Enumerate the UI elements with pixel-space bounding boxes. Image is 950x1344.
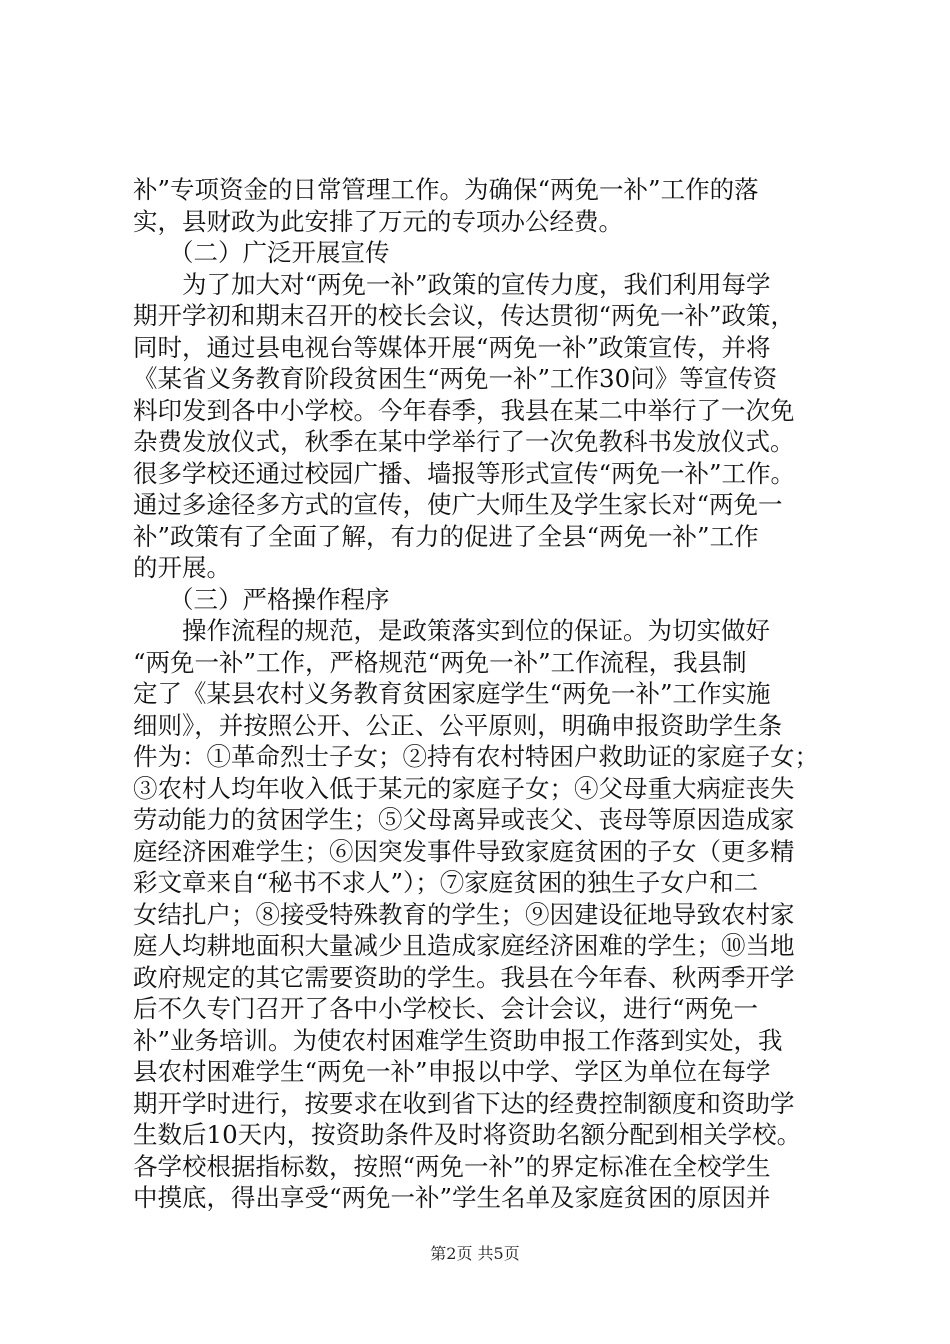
text-line: 料印发到各中小学校。今年春季，我县在某二中举行了一次免 xyxy=(133,395,795,425)
text-line: 庭人均耕地面积大量减少且造成家庭经济困难的学生；⑩当地 xyxy=(133,931,795,960)
text-line: 同时，通过县电视台等媒体开展“两免一补”政策宣传，并将 xyxy=(133,332,771,362)
document-body xyxy=(133,174,823,1214)
text-line: ③农村人均年收入低于某元的家庭子女；④父母重大病症丧失 xyxy=(133,773,795,803)
text-line: 定了《某县农村义务教育贫困家庭学生“两免一补”工作实施 xyxy=(133,679,771,708)
page-number-footer: 第2页 共5页 xyxy=(430,1244,520,1263)
text-line: 件为：①革命烈士子女；②持有农村特困户救助证的家庭子女； xyxy=(133,742,819,771)
text-line: 女结扎户；⑧接受特殊教育的学生；⑨因建设征地导致农村家 xyxy=(133,899,795,929)
text-line: 庭经济困难学生；⑥因突发事件导致家庭贫困的子女（更多精 xyxy=(133,836,795,866)
text-line: 《某省义务教育阶段贫困生“两免一补”工作30问》等宣传资 xyxy=(133,364,778,393)
text-line: 很多学校还通过校园广播、墙报等形式宣传“两免一补”工作。 xyxy=(133,458,796,488)
text-line: 政府规定的其它需要资助的学生。我县在今年春、秋两季开学 xyxy=(133,962,795,992)
text-line: 劳动能力的贫困学生；⑤父母离异或丧父、丧母等原因造成家 xyxy=(133,805,795,834)
text-line: 补”业务培训。为使农村困难学生资助申报工作落到实处，我 xyxy=(133,1025,783,1055)
section-heading: （二）广泛开展宣传 xyxy=(169,238,390,267)
text-line: 补”政策有了全面了解，有力的促进了全县“两免一补”工作 xyxy=(133,521,759,551)
text-line: 细则》，并按照公开、公正、公平原则，明确申报资助学生条 xyxy=(133,710,783,740)
text-line: 各学校根据指标数，按照“两免一补”的界定标准在全校学生 xyxy=(133,1151,771,1181)
text-line: 实，县财政为此安排了万元的专项办公经费。 xyxy=(133,206,623,236)
text-line: 补”专项资金的日常管理工作。为确保“两免一补”工作的落 xyxy=(133,175,759,204)
text-line: 县农村困难学生“两免一补”申报以中学、学区为单位在每学 xyxy=(133,1057,771,1086)
text-line: 操作流程的规范，是政策落实到位的保证。为切实做好 xyxy=(182,616,770,645)
text-line: 中摸底，得出享受“两免一补”学生名单及家庭贫困的原因并 xyxy=(133,1183,771,1212)
text-line: 杂费发放仪式，秋季在某中学举行了一次免教科书发放仪式。 xyxy=(133,427,795,456)
text-line: 后不久专门召开了各中小学校长、会计会议，进行“两免一 xyxy=(133,994,759,1023)
text-line: 彩文章来自“秘书不求人”）；⑦家庭贫困的独生子女户和二 xyxy=(133,868,759,897)
text-line: 的开展。 xyxy=(133,553,231,582)
text-line: 期开学时进行，按要求在收到省下达的经费控制额度和资助学 xyxy=(133,1088,795,1118)
text-line: 生数后10天内，按资助条件及时将资助名额分配到相关学校。 xyxy=(133,1120,802,1149)
text-line: “两免一补”工作，严格规范“两免一补”工作流程，我县制 xyxy=(133,647,747,677)
text-line: 为了加大对“两免一补”政策的宣传力度，我们利用每学 xyxy=(182,269,771,299)
text-line: 期开学初和期末召开的校长会议，传达贯彻“两免一补”政策， xyxy=(133,301,796,330)
section-heading: （三）严格操作程序 xyxy=(169,584,390,614)
text-line: 通过多途径多方式的宣传，使广大师生及学生家长对“两免一 xyxy=(133,490,783,519)
